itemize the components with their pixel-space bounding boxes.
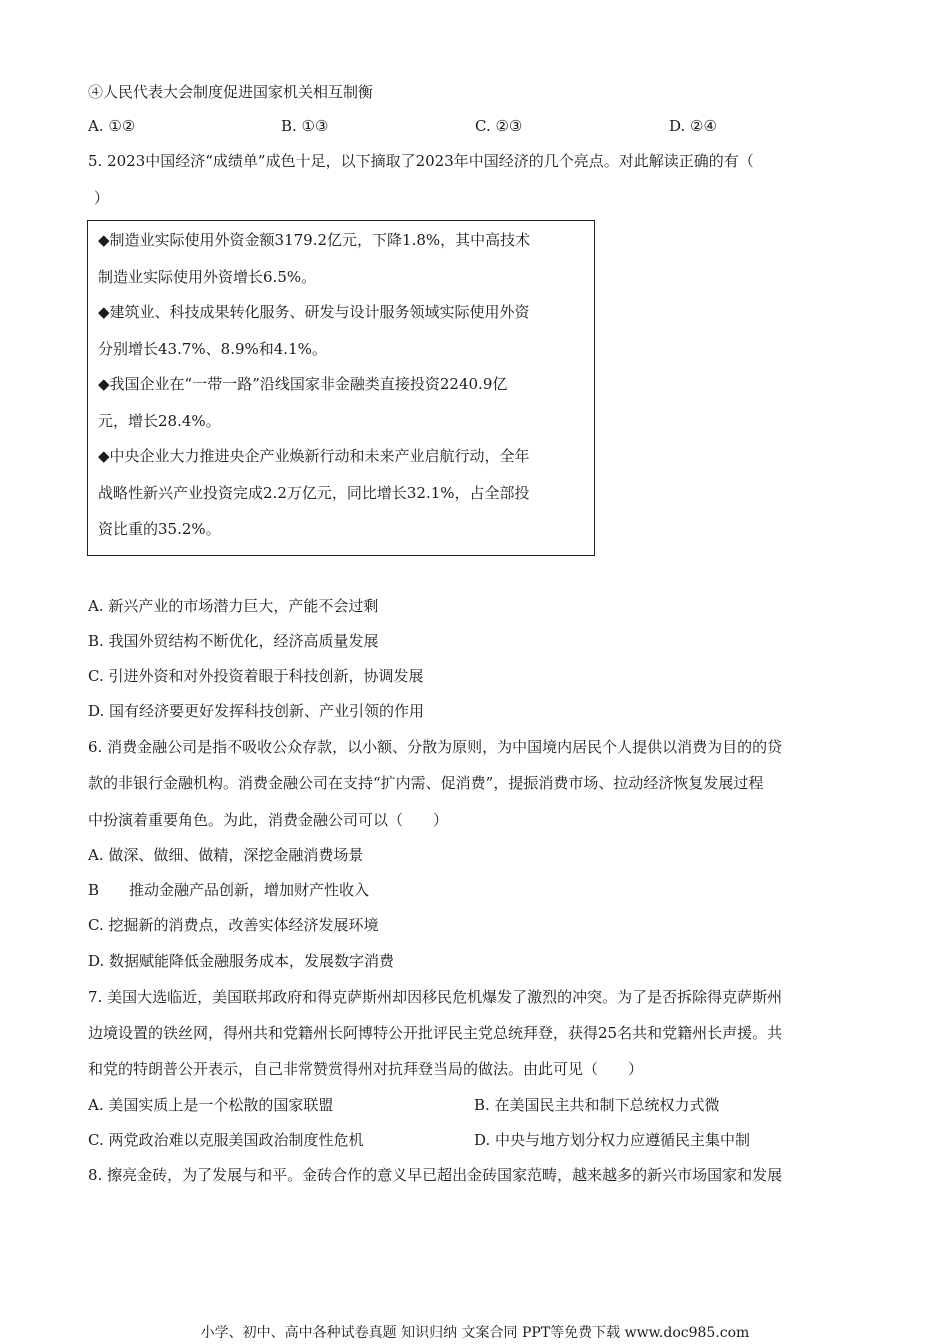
- q6-option-a: A. 做深、做细、做精，深挖金融消费场景: [88, 846, 364, 864]
- q5-option-d: D. 国有经济要更好发挥科技创新、产业引领的作用: [88, 702, 425, 720]
- q7-option-b: B. 在美国民主共和制下总统权力式微: [474, 1096, 720, 1114]
- q5-box-line: 元，增长28.4%。: [98, 412, 221, 430]
- page-footer: 小学、初中、高中各种试卷真题 知识归纳 文案合同 PPT等免费下载 www.doc985.com: [200, 1325, 750, 1341]
- q4-option-c: C. ②③: [475, 117, 523, 135]
- q5-box-line: ◆建筑业、科技成果转化服务、研发与设计服务领域实际使用外资: [98, 303, 530, 321]
- q5-option-c: C. 引进外资和对外投资着眼于科技创新，协调发展: [88, 667, 424, 685]
- q5-stem-line2: ）: [94, 189, 110, 207]
- q7-option-d: D. 中央与地方划分权力应遵循民主集中制: [474, 1131, 751, 1149]
- q5-option-b: B. 我国外贸结构不断优化，经济高质量发展: [88, 632, 379, 650]
- q5-box-line: 战略性新兴产业投资完成2.2万亿元，同比增长32.1%，占全部投: [98, 484, 530, 502]
- q6-option-c: C. 挖掘新的消费点，改善实体经济发展环境: [88, 916, 379, 934]
- q7-stem-line: 边境设置的铁丝网，得州共和党籍州长阿博特公开批评民主党总统拜登，获得25名共和党籍州长声援。共: [88, 1024, 783, 1042]
- q8-stem-line1: 8. 擦亮金砖，为了发展与和平。金砖合作的意义早已超出金砖国家范畴，越来越多的新兴市场国家和发展: [88, 1166, 783, 1184]
- q6-stem-line: 6. 消费金融公司是指不吸收公众存款，以小额、分散为原则，为中国境内居民个人提供以消费为目的的贷: [88, 738, 783, 756]
- q6-stem-line: 中扮演着重要角色。为此，消费金融公司可以（ ）: [88, 811, 449, 829]
- q5-box-line: ◆制造业实际使用外资金额3179.2亿元，下降1.8%，其中高技术: [98, 231, 531, 249]
- q6-option-d: D. 数据赋能降低金融服务成本，发展数字消费: [88, 952, 395, 970]
- q5-box-line: ◆中央企业大力推进央企产业焕新行动和未来产业启航行动，全年: [98, 447, 530, 465]
- q4-option-d: D. ②④: [669, 117, 717, 135]
- q7-option-a: A. 美国实质上是一个松散的国家联盟: [88, 1096, 334, 1114]
- q7-stem-line: 7. 美国大选临近，美国联邦政府和得克萨斯州却因移民危机爆发了激烈的冲突。为了是否拆除得克萨斯州: [88, 988, 783, 1006]
- q7-option-c: C. 两党政治难以克服美国政治制度性危机: [88, 1131, 364, 1149]
- q5-box-line: 制造业实际使用外资增长6.5%。: [98, 268, 317, 286]
- q5-option-a: A. 新兴产业的市场潜力巨大，产能不会过剩: [88, 597, 379, 615]
- q4-item4: ④人民代表大会制度促进国家机关相互制衡: [88, 83, 374, 101]
- q6-stem-line: 款的非银行金融机构。消费金融公司在支持“扩内需、促消费”，提振消费市场、拉动经济恢复发展过程: [88, 774, 764, 792]
- q5-box-line: ◆我国企业在“一带一路”沿线国家非金融类直接投资2240.9亿: [98, 375, 508, 393]
- q4-option-a: A. ①②: [88, 117, 136, 135]
- q5-box-line: 分别增长43.7%、8.9%和4.1%。: [98, 340, 327, 358]
- q5-highlights-box: [87, 220, 595, 556]
- q6-option-b: B 推动金融产品创新，增加财产性收入: [88, 881, 370, 899]
- q7-stem-line: 和党的特朗普公开表示，自己非常赞赏得州对抗拜登当局的做法。由此可见（ ）: [88, 1060, 644, 1078]
- q4-option-b: B. ①③: [281, 117, 329, 135]
- q5-stem-line1: 5. 2023中国经济“成绩单”成色十足，以下摘取了2023年中国经济的几个亮点。对此解读正确的有（: [88, 152, 754, 170]
- q5-box-line: 资比重的35.2%。: [98, 520, 221, 538]
